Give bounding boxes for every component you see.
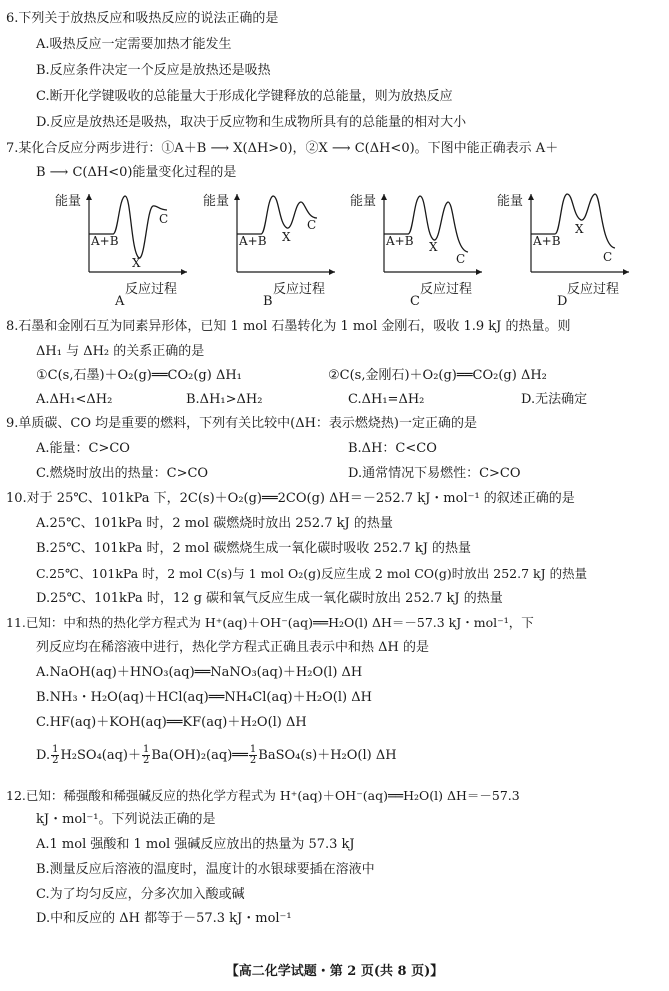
diagram-a-x: X: [132, 256, 141, 270]
diagram-d-letter: D: [557, 294, 568, 309]
q11-option-d: [36, 744, 397, 768]
half-fraction-1: [51, 745, 59, 766]
q8-stem-line1: 8.石墨和金刚石互为同素异形体，已知 1 mol 石墨转化为 1 mol 金刚石，吸收 1.9 kJ 的热量。则: [6, 319, 571, 334]
q10-option-c: C.25℃、101kPa 时，2 mol C(s)与 1 mol O₂(g)反应生成 2 mol CO(g)时放出 252.7 kJ 的热量: [36, 566, 588, 581]
q9-option-a: A.能量：C>CO: [36, 441, 130, 456]
q8-option-b: B.ΔH₁>ΔH₂: [186, 392, 263, 407]
fraction-denominator: 2: [143, 755, 150, 766]
q6-option-a: A.吸热反应一定需要加热才能发生: [36, 37, 232, 52]
q12-option-a: A.1 mol 强酸和 1 mol 强碱反应放出的热量为 57.3 kJ: [36, 837, 355, 852]
diagram-a-letter: A: [115, 294, 125, 309]
q8-option-c: C.ΔH₁=ΔH₂: [348, 392, 425, 407]
fraction-numerator: 1: [52, 744, 59, 755]
q8-equation-1: ①C(s,石墨)＋O₂(g)══CO₂(g) ΔH₁: [36, 368, 242, 383]
energy-diagram-b: [203, 186, 343, 310]
diagram-b-c: C: [307, 218, 317, 232]
q6-stem: 6.下列关于放热反应和吸热反应的说法正确的是: [6, 11, 279, 26]
diagram-b-xlabel: 反应过程: [273, 282, 326, 297]
q10-option-d: D.25℃、101kPa 时，12 g 碳和氧气反应生成一氧化碳时放出 252.7 kJ 的热量: [36, 591, 503, 606]
fraction-denominator: 2: [249, 755, 257, 766]
diagram-b-x: X: [282, 230, 291, 244]
q7-stem-line1: 7.某化合反应分两步进行：①A＋B ⟶ X(ΔH>0)，②X ⟶ C(ΔH<0)。下图中能正确表示 A＋: [6, 141, 559, 156]
q11-stem-line1: 11.已知：中和热的热化学方程式为 H⁺(aq)＋OH⁻(aq)══H₂O(l) ΔH＝－57.3 kJ・mol⁻¹，下: [6, 615, 534, 630]
q8-option-d: D.无法确定: [521, 392, 588, 407]
diagram-d-x: X: [575, 222, 584, 236]
diagram-d-ylabel: 能量: [497, 194, 524, 209]
q11-option-d-part1: H₂SO₄(aq)＋: [60, 748, 142, 763]
half-fraction-3: [249, 745, 257, 766]
q12-stem-line1: 12.已知：稀强酸和稀强碱反应的热化学方程式为 H⁺(aq)＋OH⁻(aq)══H₂O(l) ΔH＝－57.3: [6, 788, 520, 803]
diagram-b-ylabel: 能量: [203, 194, 230, 209]
q11-option-a: A.NaOH(aq)＋HNO₃(aq)══NaNO₃(aq)＋H₂O(l) ΔH: [36, 665, 363, 680]
diagram-a-ab: A+B: [91, 234, 119, 248]
q11-option-b: B.NH₃・H₂O(aq)＋HCl(aq)══NH₄Cl(aq)＋H₂O(l) ΔH: [36, 690, 372, 705]
q6-option-d: D.反应是放热还是吸热，取决于反应物和生成物所具有的总能量的相对大小: [36, 115, 467, 130]
q12-option-b: B.测量反应后溶液的温度时，温度计的水银球要插在溶液中: [36, 862, 375, 877]
diagram-a-xlabel: 反应过程: [125, 282, 178, 297]
q12-option-c: C.为了均匀反应，分多次加入酸或碱: [36, 887, 245, 902]
q11-stem-line2: 列反应均在稀溶液中进行，热化学方程式正确且表示中和热 ΔH 的是: [36, 640, 429, 655]
page-footer: 【高二化学试题・第 2 页(共 8 页)】: [225, 964, 444, 979]
q10-stem: 10.对于 25℃、101kPa 下，2C(s)＋O₂(g)══2CO(g) ΔH＝－252.7 kJ・mol⁻¹ 的叙述正确的是: [6, 491, 575, 506]
diagram-d-ab: A+B: [533, 234, 561, 248]
q8-option-a: A.ΔH₁<ΔH₂: [36, 392, 113, 407]
q9-option-d: D.通常情况下易燃性：C>CO: [348, 466, 521, 481]
q12-option-d: D.中和反应的 ΔH 都等于－57.3 kJ・mol⁻¹: [36, 911, 292, 926]
half-fraction-2: [142, 745, 150, 766]
q9-option-b: B.ΔH：C<CO: [348, 441, 437, 456]
diagram-c-xlabel: 反应过程: [420, 282, 473, 297]
energy-diagram-c: [350, 186, 490, 310]
diagram-d-c: C: [603, 250, 613, 264]
q10-option-b: B.25℃、101kPa 时，2 mol 碳燃烧生成一氧化碳时吸收 252.7 kJ 的热量: [36, 541, 472, 556]
diagram-d-xlabel: 反应过程: [567, 282, 620, 297]
q9-option-c: C.燃烧时放出的热量：C>CO: [36, 466, 209, 481]
q12-stem-line2: kJ・mol⁻¹。下列说法正确的是: [36, 812, 216, 827]
q11-option-d-prefix: D.: [36, 748, 51, 763]
diagram-c-c: C: [456, 252, 466, 266]
diagram-c-x: X: [429, 240, 438, 254]
diagram-c-ylabel: 能量: [350, 194, 377, 209]
q7-stem-line2: B ⟶ C(ΔH<0)能量变化过程的是: [36, 165, 237, 180]
q6-option-c: C.断开化学键吸收的总能量大于形成化学键释放的总能量，则为放热反应: [36, 89, 453, 104]
energy-diagram-d: [497, 186, 637, 310]
diagram-b-ab: A+B: [239, 234, 267, 248]
diagram-a-ylabel: 能量: [55, 194, 82, 209]
diagram-a-c: C: [159, 212, 169, 226]
diagram-c-letter: C: [410, 294, 420, 309]
diagram-c-ab: A+B: [386, 234, 414, 248]
fraction-numerator: 1: [249, 744, 257, 755]
q9-stem: 9.单质碳、CO 均是重要的燃料，下列有关比较中(ΔH：表示燃烧热)一定正确的是: [6, 416, 478, 431]
q11-option-d-part3: BaSO₄(s)＋H₂O(l) ΔH: [258, 748, 397, 763]
q8-stem-line2: ΔH₁ 与 ΔH₂ 的关系正确的是: [36, 344, 205, 359]
fraction-denominator: 2: [52, 755, 59, 766]
diagram-b-letter: B: [263, 294, 273, 309]
fraction-numerator: 1: [143, 744, 150, 755]
energy-diagram-a: [55, 186, 195, 310]
q11-option-d-part2: Ba(OH)₂(aq)══: [151, 748, 248, 763]
q10-option-a: A.25℃、101kPa 时，2 mol 碳燃烧时放出 252.7 kJ 的热量: [36, 516, 393, 531]
q8-equation-2: ②C(s,金刚石)＋O₂(g)══CO₂(g) ΔH₂: [328, 368, 547, 383]
q11-option-c: C.HF(aq)＋KOH(aq)══KF(aq)＋H₂O(l) ΔH: [36, 715, 307, 730]
q6-option-b: B.反应条件决定一个反应是放热还是吸热: [36, 63, 271, 78]
